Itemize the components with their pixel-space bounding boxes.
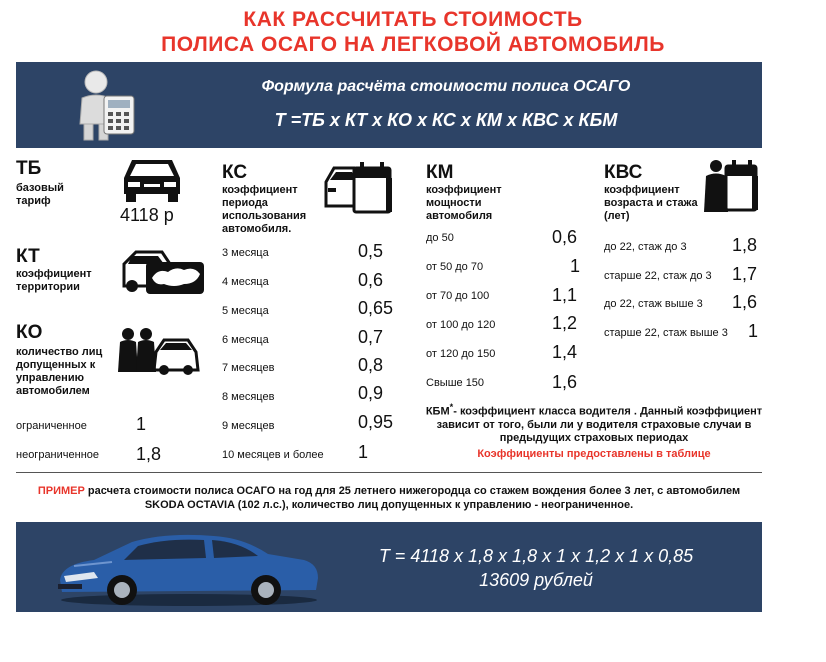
kvs-desc: коэффициент возраста и стажа (лет)	[604, 184, 698, 222]
km-row-0-value: 0,6	[552, 227, 578, 247]
formula-text: Т =ТБ х КТ х КО х КС х КМ х КВС х КБМ	[274, 110, 618, 130]
tb-abbr: ТБ	[16, 158, 42, 179]
kt-desc: коэффициент территории	[16, 268, 92, 293]
car-map-icon	[118, 248, 208, 296]
example-keyword: ПРИМЕР	[37, 485, 85, 497]
ks-row-7-value: 1	[358, 442, 369, 462]
ks-row-3-label: 6 месяца	[222, 334, 269, 346]
ks-row-5-label: 8 месяцев	[222, 391, 275, 403]
km-row-3-label: от 100 до 120	[426, 319, 496, 331]
ks-desc: коэффициент периода использования автомобиля.	[222, 184, 307, 235]
kbm-text: - коэффициент класса водителя . Данный коэффициент зависит от того, были ли у водителя страховые случаи в предыдущих страховых периодах	[436, 405, 763, 444]
km-abbr: КМ	[426, 162, 454, 183]
kvs-row-3-label: старше 22, стаж выше 3	[604, 327, 728, 339]
km-row-2-value: 1,1	[552, 285, 578, 305]
km-row-1-label: от 50 до 70	[426, 261, 484, 273]
kbm-mark: *	[449, 402, 454, 412]
ks-row-4-label: 7 месяцев	[222, 362, 275, 374]
ks-row-5-value: 0,9	[358, 383, 384, 403]
formula-heading: Формула расчёта стоимости полиса ОСАГО	[261, 78, 631, 95]
page-title-line2: ПОЛИСА ОСАГО НА ЛЕГКОВОЙ АВТОМОБИЛЬ	[161, 33, 665, 56]
ko-abbr: КО	[16, 322, 43, 343]
kvs-row-1-value: 1,7	[732, 264, 758, 284]
ks-row-1-value: 0,6	[358, 270, 384, 290]
tb-value: 4118 р	[120, 205, 174, 225]
result-total: 13609 рублей	[479, 570, 593, 590]
section-divider	[16, 472, 762, 473]
car-calendar-icon	[324, 160, 394, 216]
people-car-icon	[118, 326, 200, 380]
car-front-icon	[118, 154, 186, 204]
example-text	[20, 484, 758, 512]
kvs-row-2-value: 1,6	[732, 292, 758, 312]
kvs-row-0-label: до 22, стаж до 3	[604, 241, 687, 253]
kvs-row-1-label: старше 22, стаж до 3	[604, 270, 712, 282]
person-calculator-icon	[72, 68, 144, 144]
km-row-0-label: до 50	[426, 232, 454, 244]
ks-row-6-label: 9 месяцев	[222, 420, 275, 432]
blue-sedan-image	[54, 528, 324, 608]
ks-row-7-label: 10 месяцев и более	[222, 449, 324, 461]
km-row-5-value: 1,6	[552, 372, 578, 392]
kvs-row-3-value: 1	[748, 321, 759, 341]
ks-abbr: КС	[222, 162, 248, 183]
ko-row-1-value: 1,8	[136, 444, 162, 464]
ks-row-2-value: 0,65	[358, 298, 394, 318]
person-calendar-icon	[702, 158, 760, 216]
kbm-abbr: КБМ	[425, 405, 450, 418]
formula-banner	[16, 62, 762, 148]
km-desc: коэффициент мощности автомобиля	[426, 184, 502, 222]
kt-abbr: КТ	[16, 246, 40, 267]
km-row-2-label: от 70 до 100	[426, 290, 490, 302]
kvs-abbr: КВС	[604, 162, 643, 183]
km-row-3-value: 1,2	[552, 313, 578, 333]
km-row-1-value: 1	[570, 256, 581, 276]
ks-row-4-value: 0,8	[358, 355, 384, 375]
tb-desc: базовый тариф	[16, 182, 64, 207]
km-row-4-value: 1,4	[552, 342, 578, 362]
km-row-5-label: Свыше 150	[426, 377, 485, 389]
example-body: расчета стоимости полиса ОСАГО на год для 25 летнего нижегородца со стажем вождения более 3 лет, с автомобилем SKODA OCTAVIA (102 л.с.), количество лиц допущенных к управлению - неограниченное.	[87, 485, 741, 511]
result-banner	[16, 522, 762, 612]
ko-row-0-label: ограниченное	[16, 420, 87, 432]
kvs-row-0-value: 1,8	[732, 235, 758, 255]
ks-row-0-label: 3 месяца	[222, 247, 269, 259]
kbm-table-note: Коэффициенты предоставлены в таблице	[477, 448, 711, 460]
ks-row-1-label: 4 месяца	[222, 276, 269, 288]
kbm-note	[424, 401, 764, 445]
ks-row-2-label: 5 месяца	[222, 305, 269, 317]
ks-row-6-value: 0,95	[358, 412, 394, 432]
ks-row-3-value: 0,7	[358, 327, 384, 347]
km-row-4-label: от 120 до 150	[426, 348, 496, 360]
result-formula: Т = 4118 х 1,8 х 1,8 х 1 х 1,2 х 1 х 0,85	[378, 546, 694, 566]
page-title-line1: КАК РАССЧИТАТЬ СТОИМОСТЬ	[243, 8, 583, 31]
ks-row-0-value: 0,5	[358, 241, 384, 261]
kvs-row-2-label: до 22, стаж выше 3	[604, 298, 703, 310]
ko-row-1-label: неограниченное	[16, 449, 100, 461]
ko-row-0-value: 1	[136, 414, 147, 434]
ko-desc: количество лиц допущенных к управлению автомобилем	[16, 346, 103, 397]
